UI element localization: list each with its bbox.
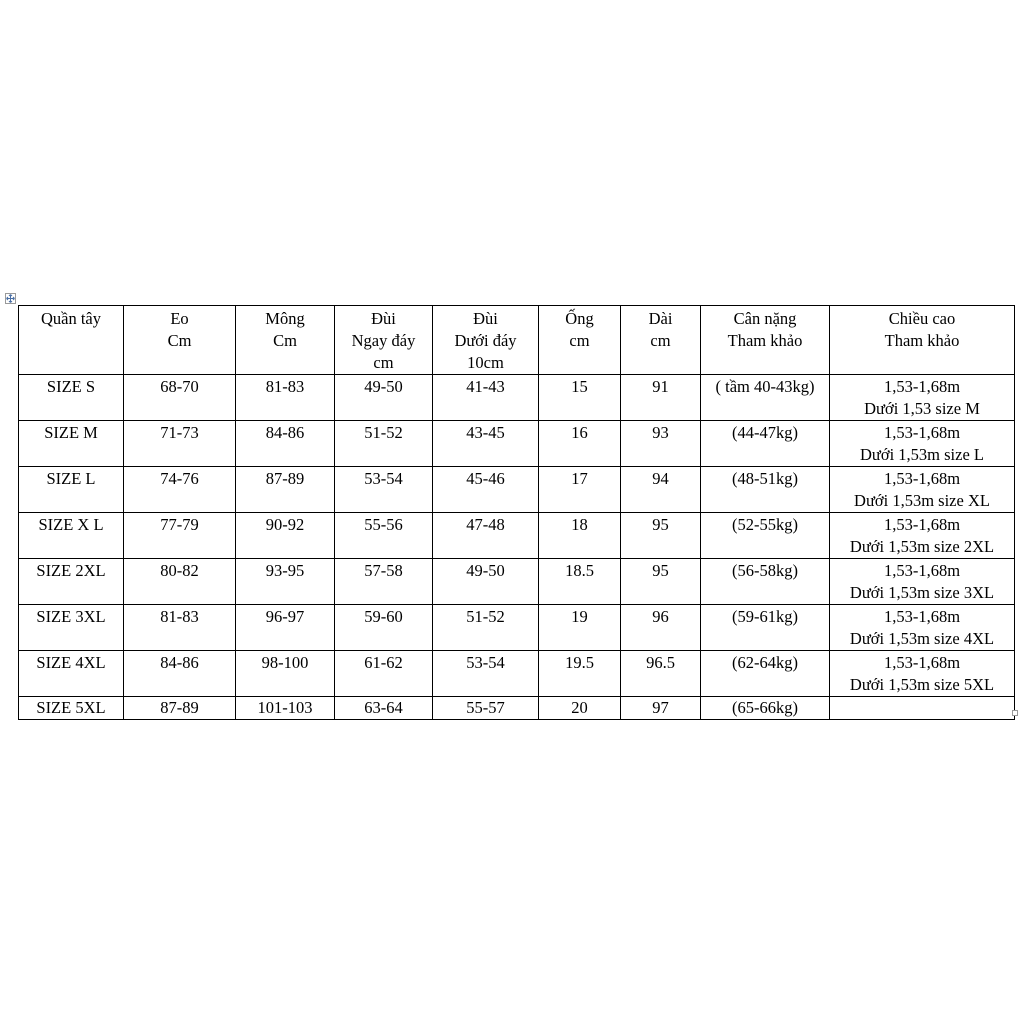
cell-mong: 101-103 — [236, 697, 335, 720]
cell-size: SIZE M — [19, 421, 124, 467]
header-text: Dưới đáy — [454, 331, 517, 350]
cell-can-nang: ( tầm 40-43kg) — [701, 375, 830, 421]
cell-dui-ngay-day: 57-58 — [335, 559, 433, 605]
cell-size: SIZE 3XL — [19, 605, 124, 651]
cell-mong: 93-95 — [236, 559, 335, 605]
header-text: Dài — [648, 309, 673, 328]
cell-chieu-cao — [830, 421, 1015, 467]
cell-dui-duoi-day: 45-46 — [433, 467, 539, 513]
header-cell-dai — [621, 306, 701, 375]
chieu-cao-line: Dưới 1,53m size 3XL — [849, 583, 995, 602]
header-text: Cân nặng — [733, 309, 797, 328]
header-cell-dui-duoi-day — [433, 306, 539, 375]
cell-dui-ngay-day: 49-50 — [335, 375, 433, 421]
cell-can-nang: (56-58kg) — [701, 559, 830, 605]
cell-size: SIZE X L — [19, 513, 124, 559]
header-text: cm — [569, 331, 590, 350]
cell-dui-duoi-day: 55-57 — [433, 697, 539, 720]
header-text: Ống — [565, 309, 594, 328]
header-cell-mong — [236, 306, 335, 375]
cell-ong: 18.5 — [539, 559, 621, 605]
cell-mong: 96-97 — [236, 605, 335, 651]
cell-eo: 68-70 — [124, 375, 236, 421]
header-text: Mông — [265, 309, 305, 328]
cell-can-nang: (59-61kg) — [701, 605, 830, 651]
cell-size: SIZE 2XL — [19, 559, 124, 605]
header-text: Chiều cao — [888, 309, 956, 328]
table-row — [19, 651, 1015, 697]
header-text: Đùi — [473, 309, 498, 328]
cell-can-nang: (44-47kg) — [701, 421, 830, 467]
table-row — [19, 375, 1015, 421]
header-text: cm — [650, 331, 671, 350]
header-cell-dui-ngay-day — [335, 306, 433, 375]
cell-dui-duoi-day: 51-52 — [433, 605, 539, 651]
header-text: Quần tây — [40, 309, 102, 328]
header-text: Cm — [273, 331, 297, 350]
cell-can-nang: (52-55kg) — [701, 513, 830, 559]
cell-ong: 16 — [539, 421, 621, 467]
chieu-cao-line: Dưới 1,53m size 5XL — [849, 675, 995, 694]
cell-mong: 90-92 — [236, 513, 335, 559]
cell-dai: 95 — [621, 513, 701, 559]
header-cell-quan-tay — [19, 306, 124, 375]
cell-eo: 74-76 — [124, 467, 236, 513]
header-text: Eo — [170, 309, 189, 328]
table-row — [19, 559, 1015, 605]
header-text: cm — [373, 353, 394, 372]
table-row — [19, 605, 1015, 651]
chieu-cao-line: 1,53-1,68m — [883, 469, 961, 488]
chieu-cao-line: Dưới 1,53m size XL — [854, 491, 990, 510]
chieu-cao-line: Dưới 1,53m size 4XL — [849, 629, 995, 648]
chieu-cao-line: 1,53-1,68m — [883, 423, 961, 442]
table-row — [19, 697, 1015, 720]
cell-ong: 19.5 — [539, 651, 621, 697]
cell-dui-duoi-day: 47-48 — [433, 513, 539, 559]
chieu-cao-line: Dưới 1,53 size M — [864, 399, 980, 418]
cell-can-nang: (48-51kg) — [701, 467, 830, 513]
table-resize-handle-icon[interactable] — [1012, 710, 1018, 716]
cell-dui-ngay-day: 55-56 — [335, 513, 433, 559]
header-cell-ong — [539, 306, 621, 375]
cell-dui-ngay-day: 59-60 — [335, 605, 433, 651]
cell-size: SIZE 5XL — [19, 697, 124, 720]
table-row — [19, 421, 1015, 467]
cell-mong: 81-83 — [236, 375, 335, 421]
cell-dui-duoi-day: 53-54 — [433, 651, 539, 697]
table-row — [19, 467, 1015, 513]
chieu-cao-line: 1,53-1,68m — [883, 377, 961, 396]
cell-can-nang: (62-64kg) — [701, 651, 830, 697]
cell-dai: 91 — [621, 375, 701, 421]
table-row — [19, 513, 1015, 559]
cell-size: SIZE 4XL — [19, 651, 124, 697]
header-cell-can-nang — [701, 306, 830, 375]
cell-dai: 93 — [621, 421, 701, 467]
cell-ong: 17 — [539, 467, 621, 513]
cell-ong: 20 — [539, 697, 621, 720]
cell-dai: 94 — [621, 467, 701, 513]
cell-eo: 81-83 — [124, 605, 236, 651]
table-move-handle-icon[interactable] — [5, 293, 16, 304]
cell-dui-ngay-day: 53-54 — [335, 467, 433, 513]
cell-ong: 18 — [539, 513, 621, 559]
chieu-cao-line: 1,53-1,68m — [883, 653, 961, 672]
cell-dui-duoi-day: 41-43 — [433, 375, 539, 421]
cell-eo: 84-86 — [124, 651, 236, 697]
cell-size: SIZE S — [19, 375, 124, 421]
cell-can-nang: (65-66kg) — [701, 697, 830, 720]
cell-eo: 80-82 — [124, 559, 236, 605]
header-cell-eo — [124, 306, 236, 375]
cell-chieu-cao — [830, 605, 1015, 651]
cell-chieu-cao — [830, 467, 1015, 513]
cell-ong: 19 — [539, 605, 621, 651]
cell-dui-ngay-day: 61-62 — [335, 651, 433, 697]
size-chart-table — [18, 305, 1015, 720]
cell-ong: 15 — [539, 375, 621, 421]
cell-dai: 97 — [621, 697, 701, 720]
cell-mong: 98-100 — [236, 651, 335, 697]
cell-dui-duoi-day: 49-50 — [433, 559, 539, 605]
cell-mong: 84-86 — [236, 421, 335, 467]
cell-eo: 87-89 — [124, 697, 236, 720]
cell-dai: 96 — [621, 605, 701, 651]
cell-chieu-cao — [830, 513, 1015, 559]
chieu-cao-line: 1,53-1,68m — [883, 607, 961, 626]
header-text: Ngay đáy — [351, 331, 416, 350]
cell-dui-ngay-day: 63-64 — [335, 697, 433, 720]
cell-chieu-cao — [830, 559, 1015, 605]
cell-chieu-cao — [830, 697, 1015, 720]
chieu-cao-line: 1,53-1,68m — [883, 561, 961, 580]
chieu-cao-line: Dưới 1,53m size L — [860, 445, 984, 464]
cell-dui-ngay-day: 51-52 — [335, 421, 433, 467]
chieu-cao-line: Dưới 1,53m size 2XL — [849, 537, 995, 556]
header-text: Tham khảo — [727, 331, 803, 350]
cell-chieu-cao — [830, 651, 1015, 697]
header-text: Tham khảo — [884, 331, 960, 350]
header-text: 10cm — [467, 353, 504, 372]
cell-eo: 77-79 — [124, 513, 236, 559]
cell-chieu-cao — [830, 375, 1015, 421]
header-text: Đùi — [371, 309, 396, 328]
table-header-row — [19, 306, 1015, 375]
header-text: Cm — [167, 331, 192, 350]
cell-size: SIZE L — [19, 467, 124, 513]
cell-eo: 71-73 — [124, 421, 236, 467]
cell-mong: 87-89 — [236, 467, 335, 513]
cell-dui-duoi-day: 43-45 — [433, 421, 539, 467]
header-cell-chieu-cao — [830, 306, 1015, 375]
cell-dai: 95 — [621, 559, 701, 605]
cell-dai: 96.5 — [621, 651, 701, 697]
chieu-cao-line: 1,53-1,68m — [883, 515, 961, 534]
